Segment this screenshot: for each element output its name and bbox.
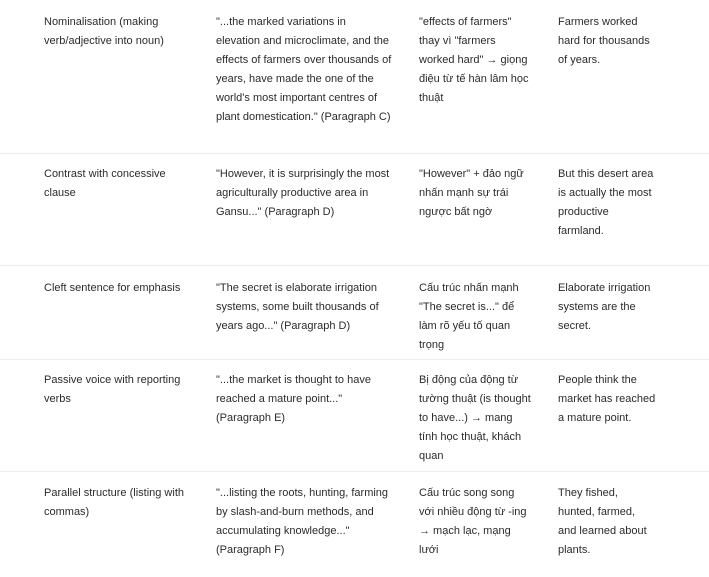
effect-cell: "effects of farmers" thay vì "farmers worked hard" → giọng điệu từ tế hàn lâm học thuật: [419, 16, 529, 104]
table-row: [0, 13, 709, 154]
effect-cell: Cấu trúc nhấn mạnh "The secret is..." để làm rõ yếu tố quan trọng: [419, 282, 519, 351]
effect-cell: "However" + đảo ngữ nhấn mạnh sự trái ngược bất ngờ: [419, 168, 524, 218]
paraphrase-cell: People think the market has reached a mature point.: [558, 374, 656, 424]
paraphrase-cell: Elaborate irrigation systems are the secret.: [558, 282, 651, 332]
feature-cell: Contrast with concessive clause: [44, 168, 166, 199]
example-cell: "However, it is surprisingly the most agriculturally productive area in Gansu..." (Paragraph D): [216, 168, 390, 218]
table-row: [0, 165, 709, 266]
effect-cell: Cấu trúc song song với nhiều động từ -ing → mạch lạc, mạng lưới: [419, 487, 527, 556]
table-row: [0, 279, 709, 360]
paraphrase-cell: But this desert area is actually the most productive farmland.: [558, 168, 654, 237]
paraphrase-cell: Farmers worked hard for thousands of years.: [558, 16, 650, 66]
feature-cell: Passive voice with reporting verbs: [44, 374, 181, 405]
effect-cell: Bị động của động từ tường thuật (is thought to have...) → mang tính học thuật, khách quan: [419, 374, 531, 462]
feature-cell: Nominalisation (making verb/adjective into noun): [44, 16, 164, 47]
example-cell: "...the marked variations in elevation and microclimate, and the effects of farmers over thousands of years, have made the one of the world's most important centres of plant domestication." (Paragraph C): [216, 16, 392, 123]
feature-cell: Cleft sentence for emphasis: [44, 282, 181, 294]
example-cell: "The secret is elaborate irrigation systems, some built thousands of years ago..." (Paragraph D): [216, 282, 379, 332]
example-cell: "...listing the roots, hunting, farming by slash-and-burn methods, and accumulating knowledge..." (Paragraph F): [216, 487, 389, 556]
feature-cell: Parallel structure (listing with commas): [44, 487, 184, 518]
table-row: [0, 484, 709, 577]
paraphrase-cell: They fished, hunted, farmed, and learned about plants.: [558, 487, 647, 556]
table-row: [0, 371, 709, 472]
example-cell: "...the market is thought to have reached a mature point..." (Paragraph E): [216, 374, 371, 424]
